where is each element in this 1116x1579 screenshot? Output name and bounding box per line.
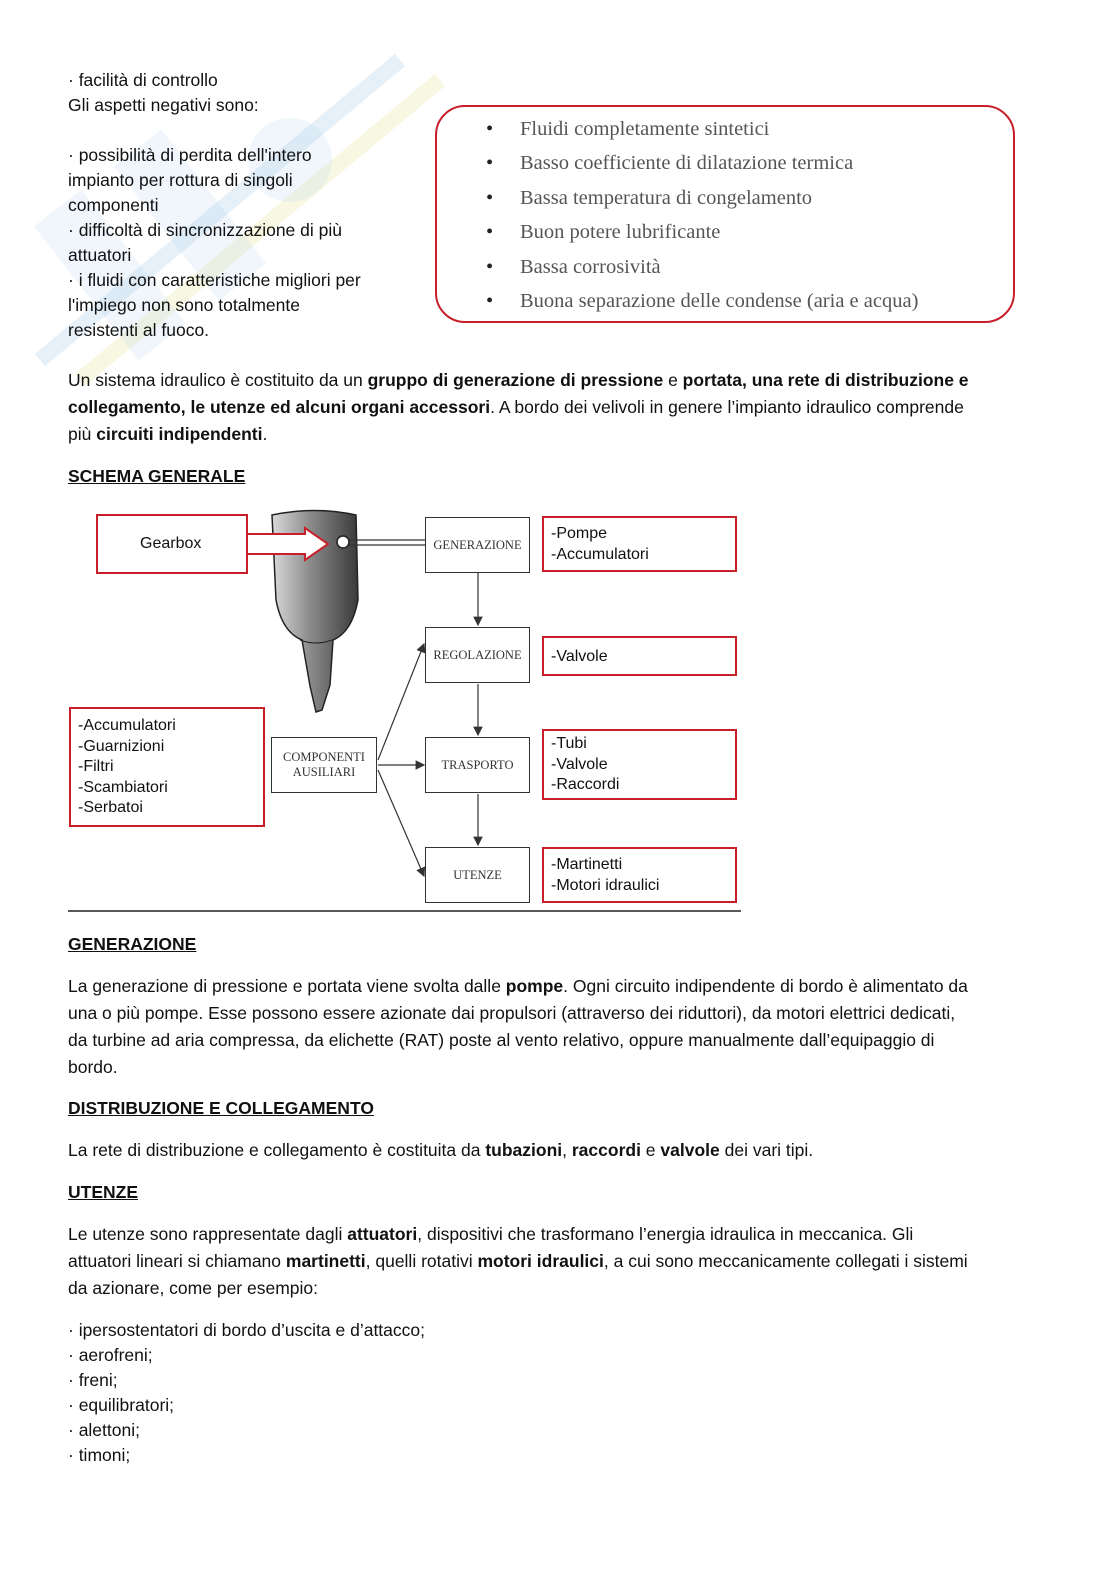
negative-line: · difficoltà di sincronizzazione di più [68,220,342,240]
ute-item: -Motori idraulici [551,876,660,894]
tra-items [551,734,619,796]
negative-line: attuatori [68,245,132,265]
pump-port [337,536,349,548]
fluid-property-item: • Bassa temperatura di congelamento [486,183,918,217]
list-item: · timoni; [68,1445,131,1465]
aux-item: -Guarnizioni [78,737,165,755]
distribuzione-paragraph: La rete di distribuzione e collegamento è costituita da tubazioni, raccordi e valvole dei vari tipi. [68,1140,814,1160]
utenze-heading: UTENZE [68,1182,138,1202]
fluid-property-item: • Buona separazione delle condense (aria e acqua) [486,286,918,320]
gen-item: -Pompe [551,525,608,542]
gen-items [551,524,649,565]
aux-item: -Accumulatori [78,717,176,734]
gearbox-label: Gearbox [140,535,202,552]
aux-item: -Scambiatori [78,778,168,796]
intro-line: Un sistema idraulico è costituito da un gruppo di generazione di pressione e portata, una rete di distribuzione e [68,370,969,390]
generazione-stage: GENERAZIONE [425,517,530,573]
fluid-property-item: • Buon potere lubrificante [486,217,918,251]
paragraph-line: una o più pompe. Esse possono essere azionate dai propulsori (attraverso dei riduttori), da motori elettrici dedicati, [68,1003,956,1023]
generazione-heading: GENERAZIONE [68,934,197,954]
ute-items [551,855,659,896]
paragraph-line: Le utenze sono rappresentate dagli attuatori, dispositivi che trasformano l’energia idraulica in meccanica. Gli [68,1224,914,1244]
list-item: · aerofreni; [68,1345,153,1365]
schema-heading: SCHEMA GENERALE [68,466,246,486]
componenti-label: COMPONENTI [283,750,365,764]
list-item: · equilibratori; [68,1395,175,1415]
paragraph-line: da azionare, come per esempio: [68,1278,318,1298]
paragraph-line: attuatori lineari si chiamano martinetti, quelli rotativi motori idraulici, a cui sono meccanicamente collegati i sistemi [68,1251,968,1271]
ute-item: -Martinetti [551,856,623,873]
trasporto-stage: TRASPORTO [425,737,530,793]
fluid-property-item: • Bassa corrosività [486,252,918,286]
aux-item: -Serbatoi [78,799,143,816]
fluid-property-item: • Basso coefficiente di dilatazione termica [486,148,918,182]
regolazione-stage: REGOLAZIONE [425,627,530,683]
distribuzione-heading: DISTRIBUZIONE E COLLEGAMENTO [68,1098,374,1118]
negative-line: resistenti al fuoco. [68,320,210,340]
aux-item: -Filtri [78,758,114,775]
ausiliari-label: AUSILIARI [292,765,356,779]
aux-items [78,716,176,819]
paragraph-line: La generazione di pressione e portata viene svolta dalle pompe. Ogni circuito indipendente di bordo è alimentato da [68,976,968,996]
utenze-stage: UTENZE [425,847,530,903]
list-item: · freni; [68,1370,118,1390]
list-item: · ipersostentatori di bordo d’uscita e d’attacco; [68,1320,425,1340]
tra-item: -Valvole [551,755,608,773]
gen-item: -Accumulatori [551,545,649,563]
fluid-property-item: • Fluidi completamente sintetici [486,114,918,148]
list-item: · alettoni; [68,1420,140,1440]
intro-line: collegamento, le utenze ed alcuni organi accessori. A bordo dei velivoli in genere l’impianto idraulico comprende [68,397,964,417]
negative-line: impianto per rottura di singoli [68,170,293,190]
paragraph-line: da turbine ad aria compressa, da elichette (RAT) poste al vento relativo, oppure manualmente dall’equipaggio di [68,1030,935,1050]
negative-line: l'impiego non sono totalmente [68,295,300,315]
negative-line: · i fluidi con caratteristiche migliori per [68,270,361,290]
negative-line: · possibilità di perdita dell'intero [68,145,312,165]
paragraph-line: bordo. [68,1057,118,1077]
negative-line: componenti [68,195,159,215]
reg-item: -Valvole [551,648,608,665]
tra-item: -Tubi [551,735,587,752]
tra-item: -Raccordi [551,776,620,793]
bullet-facilita: · facilità di controllo [68,70,218,90]
negatives-heading: Gli aspetti negativi sono: [68,95,259,115]
intro-line: più circuiti indipendenti. [68,424,268,444]
componenti-ausiliari-stage [271,737,377,793]
